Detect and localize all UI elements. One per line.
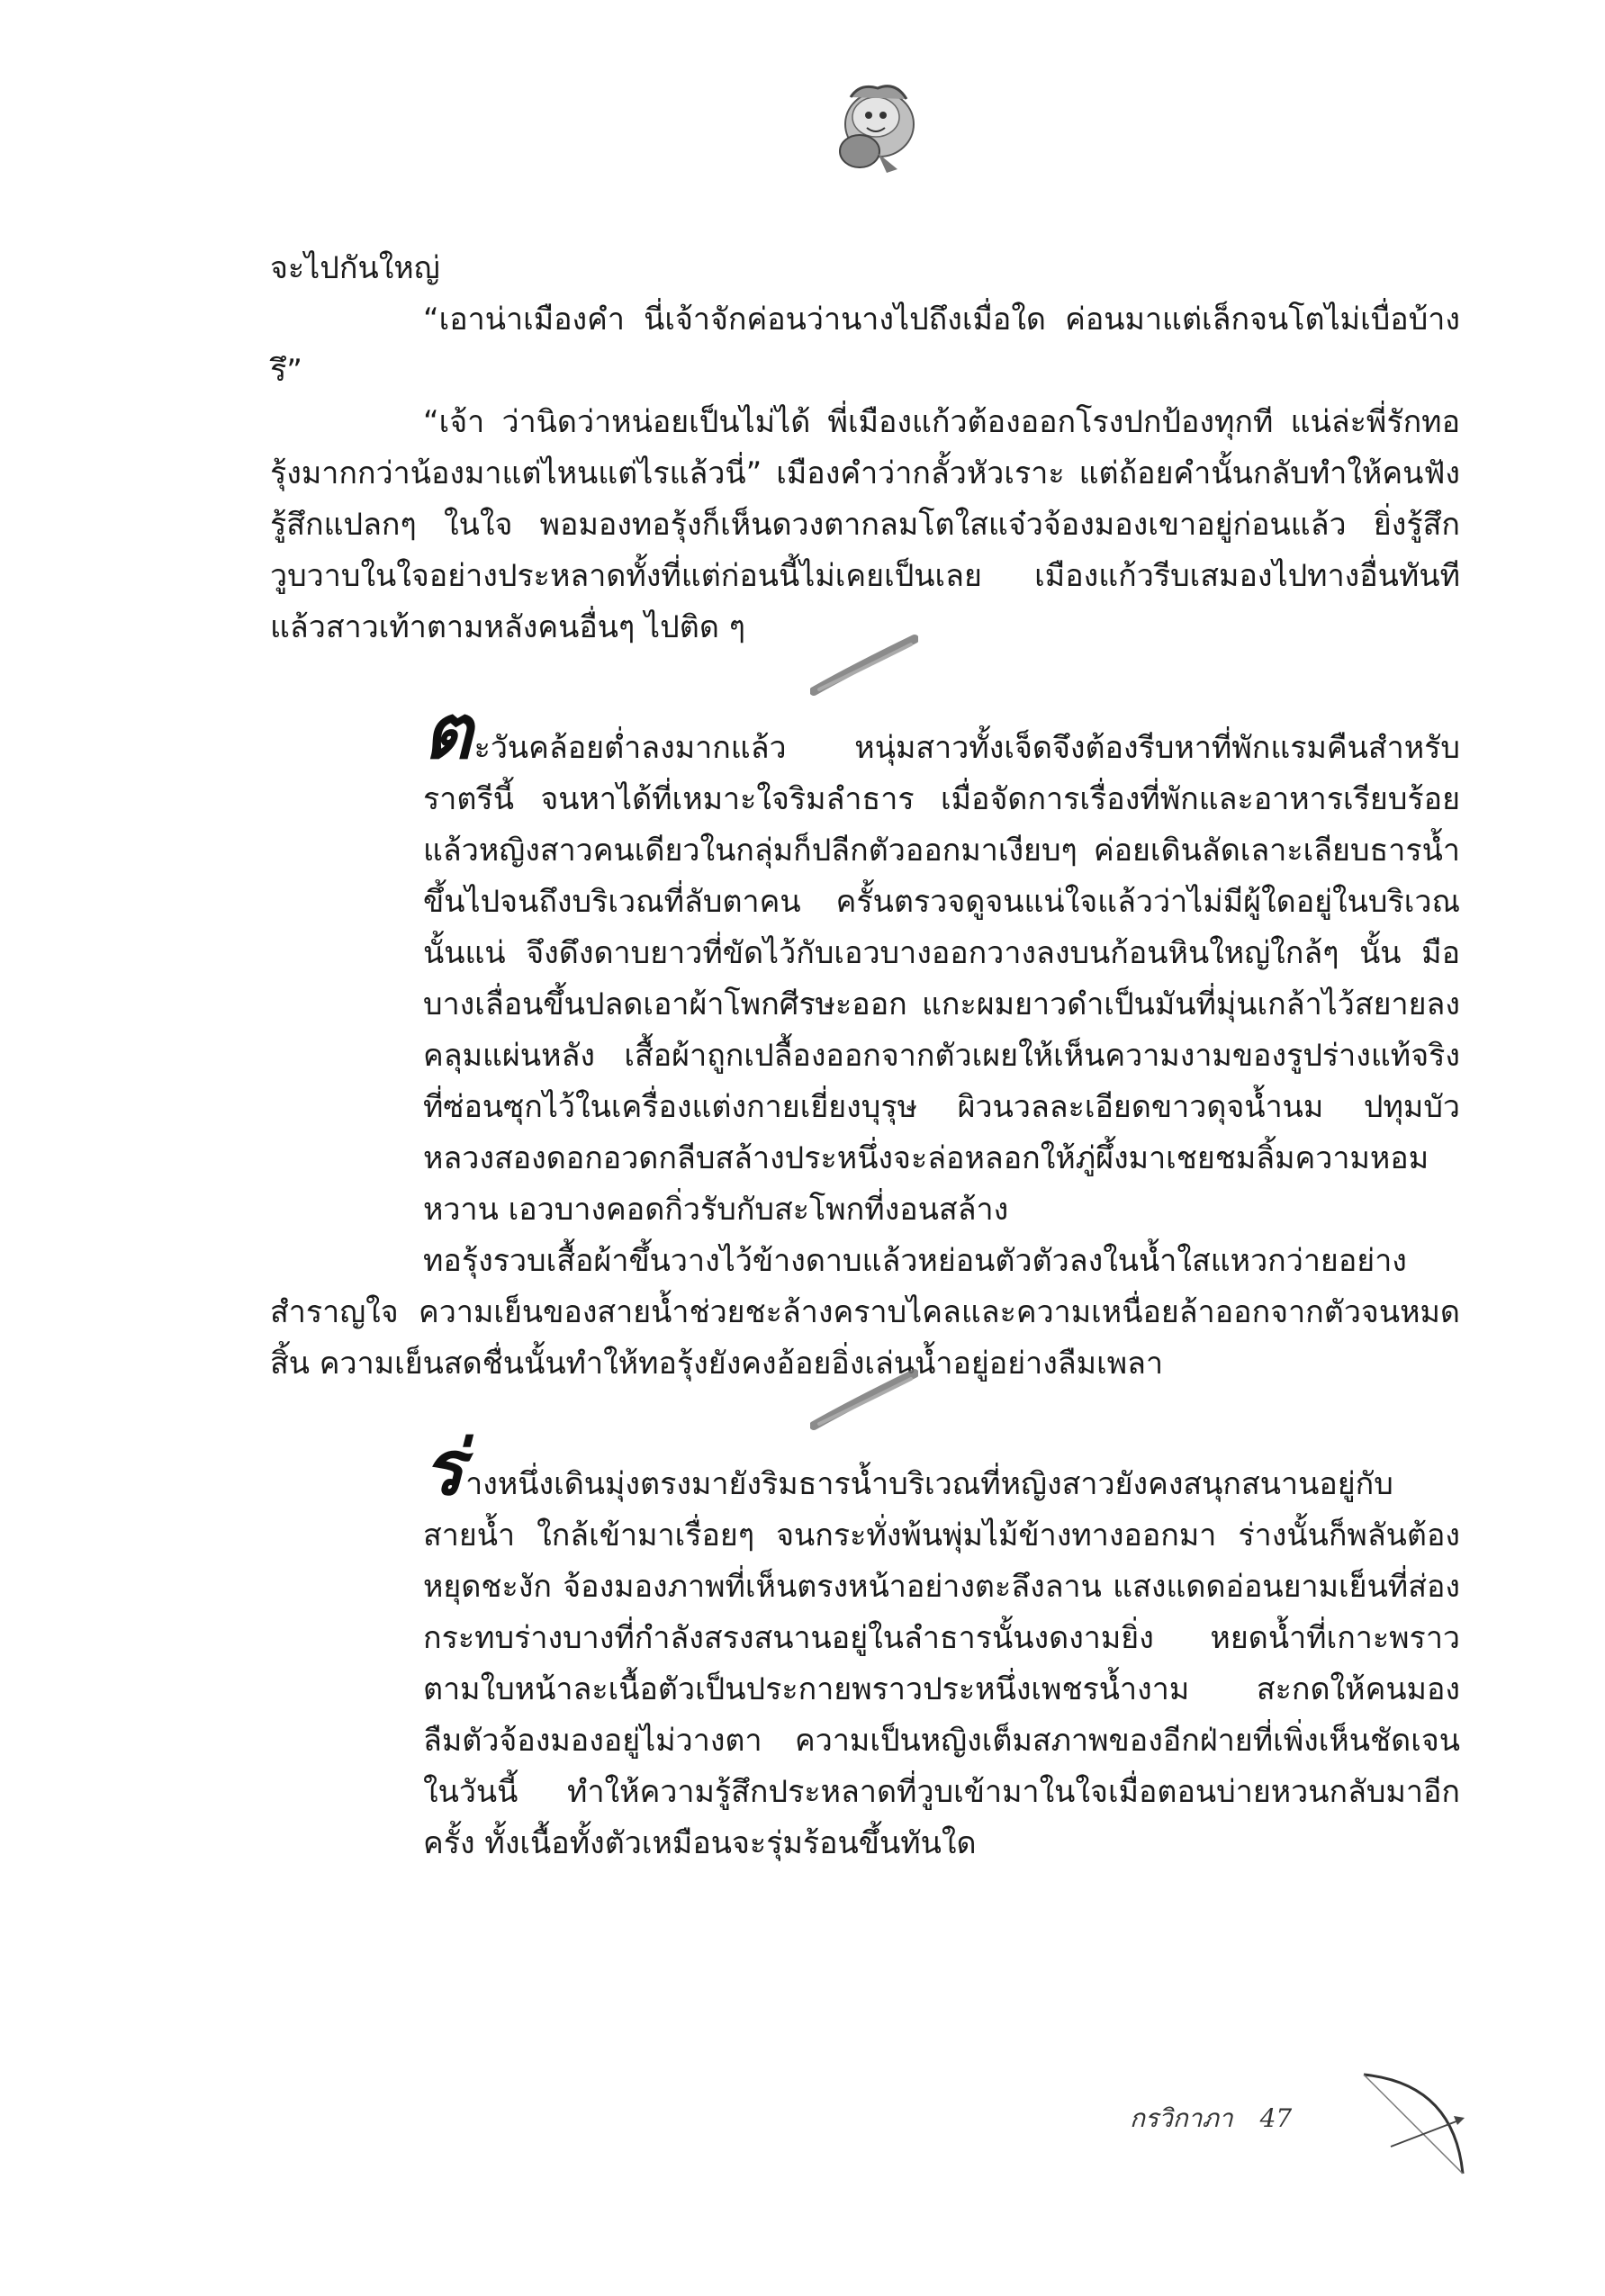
section-2 [270, 1423, 1460, 1869]
bow-icon [1355, 2066, 1472, 2183]
page-number: 47 [1259, 2103, 1293, 2133]
paragraph [270, 687, 1460, 1236]
paragraph [270, 1423, 1460, 1869]
paragraph: จะไปกันใหญ่ [270, 250, 440, 286]
paragraph: “เจ้า ว่านิดว่าหน่อยเป็นไม่ได้ พี่เมืองแก้วต้องออกโรงปกป้องทุกที แน่ล่ะพี่รักทอรุ้งมากกว่าน้องมาแต่ไหนแต่ไรแล้วนี่” เมืองคำว่ากลั้วหัวเราะ แต่ถ้อยคำนั้นกลับทำให้คนฟังรู้สึกแปลกๆ ในใจ พอมองทอรุ้งก็เห็นดวงตากลมโตใสแจ๋วจ้องมองเขาอยู่ก่อนแล้ว ยิ่งรู้สึกวูบวาบในใจอย่างประหลาดทั้งที่แต่ก่อนนี้ไม่เคยเป็นเลย เมืองแก้วรีบเสมองไปทางอื่นทันที แล้วสาวเท้าตามหลังคนอื่นๆ ไปติด ๆ [270, 404, 1460, 645]
footer-title: กรวิกาภา [1130, 2103, 1233, 2133]
paragraph: “เอาน่าเมืองคำ นี่เจ้าจักค่อนว่านางไปถึงเมื่อใด ค่อนมาแต่เล็กจนโตไม่เบื่อบ้างรึ” [270, 302, 1460, 389]
drop-cap: ร่ [423, 1423, 464, 1512]
page-content [270, 243, 1460, 1869]
page-footer [1130, 2099, 1292, 2138]
section-1 [270, 687, 1460, 1390]
paragraph: ทอรุ้งรวบเสื้อผ้าขึ้นวางไว้ข้างดาบแล้วหย่อนตัวตัวลงในน้ำใสแหวกว่ายอย่างสำราญใจ ความเย็นของสายน้ำช่วยชะล้างคราบไคลและความเหนื่อยล้าออกจากตัวจนหมดสิ้น ความเย็นสดชื่นนั้นทำให้ทอรุ้งยังคงอ้อยอิ่งเล่นน้ำอยู่อย่างลืมเพลา [270, 1243, 1460, 1382]
paragraph-text: ะวันคล้อยต่ำลงมากแล้ว หนุ่มสาวทั้งเจ็ดจึงต้องรีบหาที่พักแรมคืนสำหรับราตรีนี้ จนหาได้ที่เหมาะใจริมลำธาร เมื่อจัดการเรื่องที่พักและอาหารเรียบร้อยแล้วหญิงสาวคนเดียวในกลุ่มก็ปลีกตัวออกมาเงียบๆ ค่อยเดินลัดเลาะเลียบธารน้ำขึ้นไปจนถึงบริเวณที่ลับตาคน ครั้นตรวจดูจนแน่ใจแล้วว่าไม่มีผู้ใดอยู่ในบริเวณนั้นแน่ จึงดึงดาบยาวที่ขัดไว้กับเอวบางออกวางลงบนก้อนหินใหญ่ใกล้ๆ นั้น มือบางเลื่อนขึ้นปลดเอาผ้าโพกศีรษะออก แกะผมยาวดำเป็นมันที่มุ่นเกล้าไว้สยายลงคลุมแผ่นหลัง เสื้อผ้าถูกเปลื้องออกจากตัวเผยให้เห็นความงามของรูปร่างแท้จริงที่ซ่อนซุกไว้ในเครื่องแต่งกายเยี่ยงบุรุษ ผิวนวลละเอียดขาวดุจน้ำนม ปทุมบัวหลวงสองดอกอวดกลีบสล้างประหนึ่งจะล่อหลอกให้ภู่ผึ้งมาเชยชมลิ้มความหอมหวาน เอวบางคอดกิ่วรับกับสะโพกที่งอนสล้าง [423, 730, 1460, 1228]
brush-stroke-icon [810, 1368, 918, 1431]
drop-cap: ต [423, 687, 473, 776]
paragraph-text: างหนึ่งเดินมุ่งตรงมายังริมธารน้ำบริเวณที่หญิงสาวยังคงสนุกสนานอยู่กับสายน้ำ ใกล้เข้ามาเรื่อยๆ จนกระทั่งพ้นพุ่มไม้ข้างทางออกมา ร่างนั้นก็พลันต้องหยุดชะงัก จ้องมองภาพที่เห็นตรงหน้าอย่างตะลึงลาน แสงแดดอ่อนยามเย็นที่ส่องกระทบร่างบางที่กำลังสรงสนานอยู่ในลำธารนั้นงดงามยิ่ง หยดน้ำที่เกาะพราวตามใบหน้าละเนื้อตัวเป็นประกายพราวประหนึ่งเพชรน้ำงาม สะกดให้คนมองลืมตัวจ้องมองอยู่ไม่วางตา ความเป็นหญิงเต็มสภาพของอีกฝ่ายที่เพิ่งเห็นชัดเจนในวันนี้ ทำให้ความรู้สึกประหลาดที่วูบเข้ามาในใจเมื่อตอนบ่ายหวนกลับมาอีกครั้ง ทั้งเนื้อทั้งตัวเหมือนจะรุ่มร้อนขึ้นทันใด [423, 1466, 1460, 1861]
cartoon-character-icon [824, 79, 932, 178]
brush-stroke-icon [810, 634, 918, 697]
